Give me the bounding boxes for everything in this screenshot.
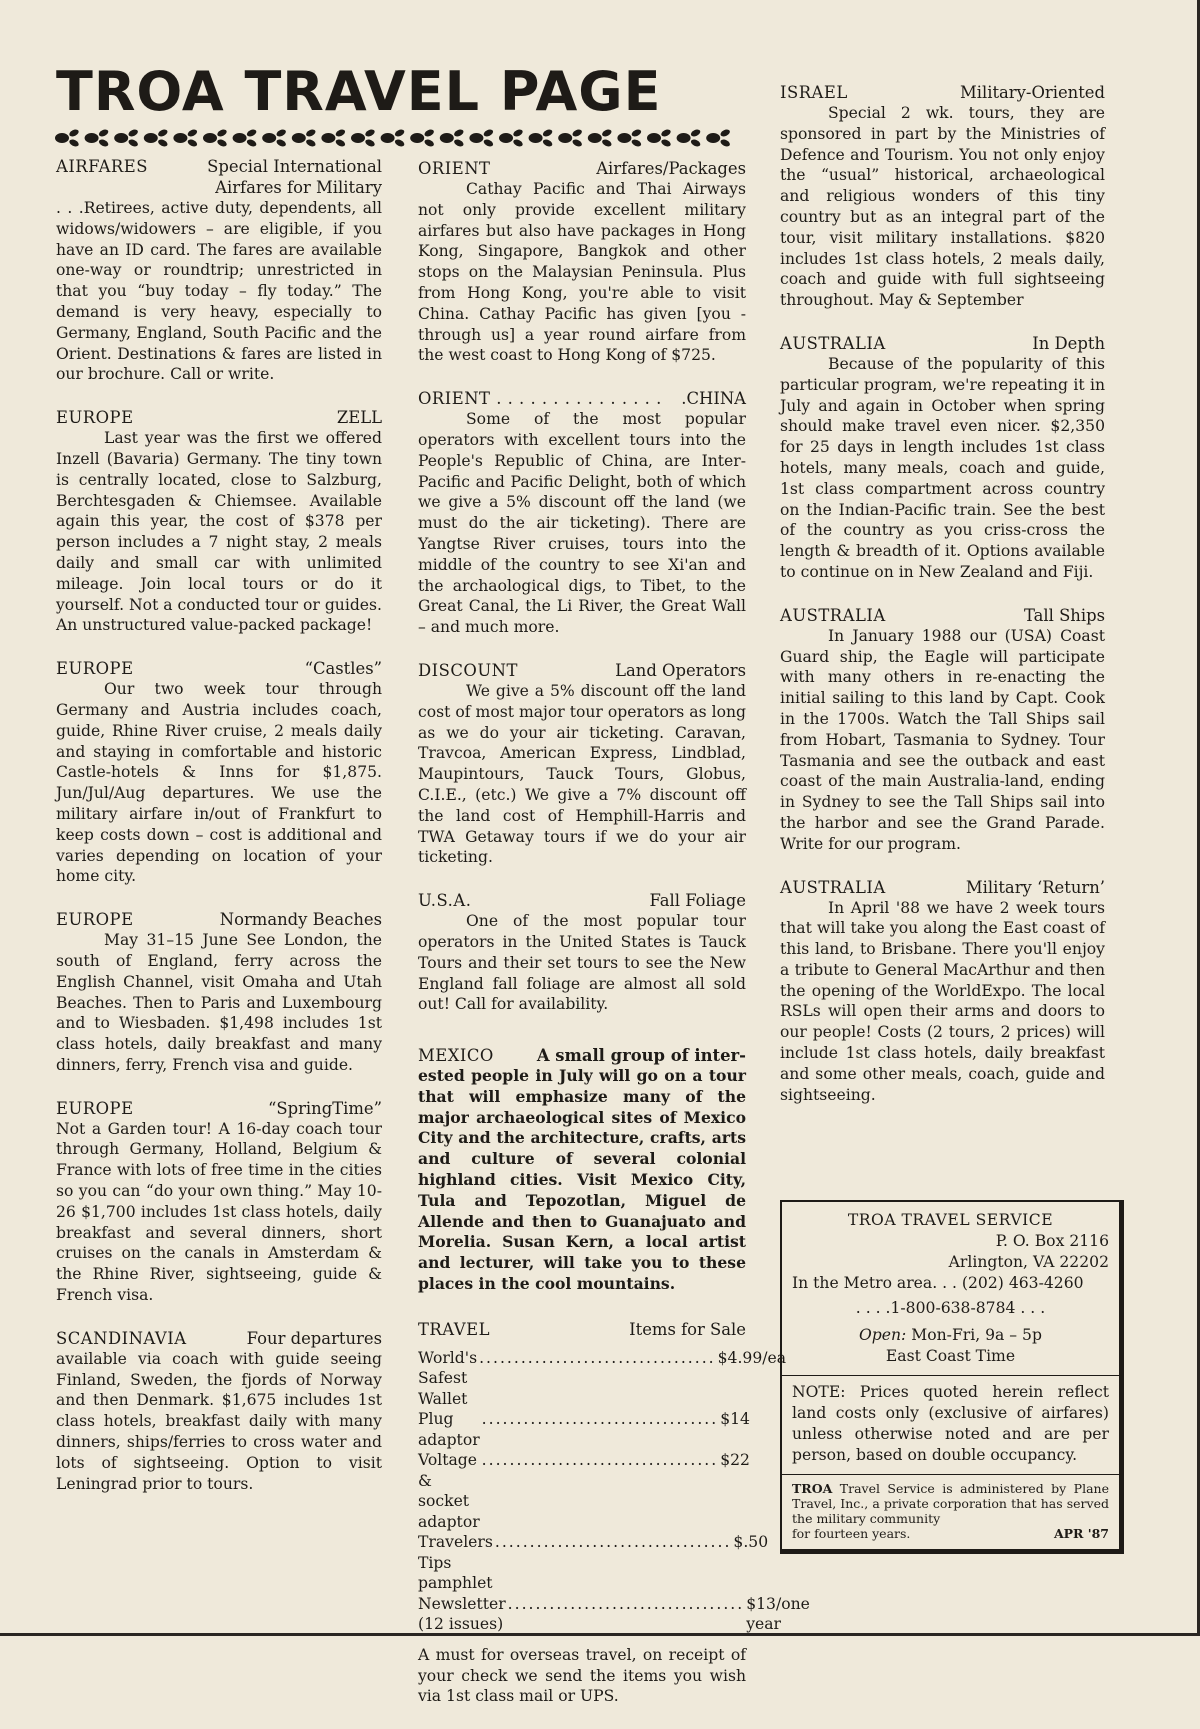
ornament-leaf [453,128,465,138]
ornament-flower [647,133,661,143]
article-category: ORIENT . . . . . . . . . . . . . . . [418,389,662,409]
article-subtitle: Fall Foliage [649,891,746,911]
article-header [418,660,746,681]
article-header [56,156,382,198]
service-hours [792,1325,1109,1346]
article-body: One of the most popular tour operators in the United States is Tauck Tours and their set tours to see the New England fall foliage are almost all sold out! Call for availability. [418,912,746,1014]
ornament-leaf [246,128,258,138]
admin-statement [792,1481,1109,1526]
leader-dots: .................................. [494,1533,732,1552]
article-scandinavia [56,1328,382,1495]
ornament-leaf [98,138,110,148]
ornament-leaf [187,128,199,138]
ornament-flower [558,133,572,143]
article-israel [780,82,1105,311]
issue-date: APR '87 [1053,1526,1109,1541]
service-tollfree-phone: . . . .1-800-638-8784 . . . [855,1299,1046,1317]
ornament-leaf [571,138,583,148]
list-item [418,1594,810,1635]
article-subtitle: In Depth [1032,333,1105,353]
ornament-leaf [660,138,672,148]
ornament-leaf [157,128,169,138]
ornament-leaf [364,128,376,138]
article-subtitle: Tall Ships [1023,605,1105,625]
ornament-leaf [275,138,287,148]
article-category: DISCOUNT [418,660,518,680]
article-discount [418,660,746,868]
article-header [418,388,746,409]
article-subtitle: Four departures [246,1328,382,1348]
ornament-leaf [127,128,139,138]
ornament-leaf [216,128,228,138]
service-po-box: P. O. Box 2116 [995,1232,1109,1250]
ornament-leaf [719,128,731,138]
ornament-leaf [246,138,258,148]
service-city: Arlington, VA 22202 [948,1253,1109,1271]
article-body: Special 2 wk. tours, they are sponsored in part by the Ministries of Defence and Tourism. You not only enjoy the “usual” historical, archaeological and religious wonders of this tiny country but as an integral part of the tour, visit military installations. $820 includes 1st class hotels, 2 meals daily, coach and guide with full sightseeing throughout. May & September [780,104,1105,310]
article-europe-normandy [56,909,382,1076]
article-category: EUROPE [56,659,134,679]
article-body: We give a 5% discount off the land cost of most major tour operators as long as we do your air ticketing. Caravan, Travcoa, American Express, Lindblad, Maupintours, Tauck Tours, Globus, C.I.E., (etc.) We give a 7% discount off the land cost of Hemphill-Harris and TWA Getaway tours if we do your air ticketing. [418,681,746,867]
admin-name: TROA [792,1481,833,1496]
article-category: AUSTRALIA [780,605,886,625]
ornament-leaf [305,128,317,138]
item-name: World's Safest Wallet [418,1348,478,1408]
article-subtitle: Military ‘Return’ [965,877,1105,897]
box-divider [782,1474,1119,1475]
box-divider [782,1375,1119,1376]
article-header [780,82,1105,103]
page-title: TROA TRAVEL PAGE [56,60,662,123]
article-header [56,407,382,428]
article-body: May 31–15 June See London, the south of England, ferry across the English Channel, visit Omaha and Utah Beaches. Then to Paris and Luxembourg and to Wiesbaden. $1,498 includes 1st class hotels, daily breakfast and many dinners, ferry, French visa and guide. [56,931,382,1074]
admin-footer [792,1526,1109,1541]
open-label: Open: [859,1326,907,1344]
ornament-flower [529,133,543,143]
ornament-leaf [68,128,80,138]
article-body: Because of the popularity of this particular program, we're repeating it in July and again in October when spring should make travel even nicer. $2,350 for 25 days in length includes 1st class hotels, many meals, coach and guide, 1st class compartment across country on the Indian-Pacific train. See the best of the country as you criss-cross the length & breadth of it. Options available to continue on in New Zealand and Fiji. [780,354,1105,581]
leader-dots: .................................. [481,1410,719,1429]
ornament-flower [114,133,128,143]
column-3 [780,82,1105,1127]
item-name: Voltage & socket adaptor [418,1451,480,1531]
article-header [780,333,1105,354]
article-body: Some of the most popular operators with excellent tours into the People's Republic of China, are Inter-Pacific and Pacific Delight, both of which we give a 5% discount off the land (we must do the air ticketing). There are Yangtse River cruises, tours into the middle of the country to see Xi'an and the archaological digs, to Tibet, to the Great Canal, the Li River, the Great Wall – and much more. [418,410,746,637]
ornament-flower [292,133,306,143]
article-category: EUROPE [56,408,134,428]
leader-dots: .................................. [479,1348,716,1367]
ornament-flower [173,133,187,143]
ornament-flower [677,133,691,143]
article-subtitle: .CHINA [681,389,746,409]
article-header [418,890,746,911]
ornament-leaf [364,138,376,148]
ornament-flower [321,133,335,143]
article-body: . . .Retirees, active duty, dependents, all widows/widowers – are eligible, if you have an ID card. The fares are available one-way or roundtrip; unrestricted in that you “buy today – fly today.” The demand is very heavy, especially to Germany, England, South Pacific and the Orient. Destinations & fares are listed in our brochure. Call or write. [56,199,382,384]
article-australia-tallships [780,605,1105,855]
article-category: ORIENT [418,159,491,178]
article-body: Cathay Pacific and Thai Airways not only provide excellent military airfares but also have packages in Hong Kong, Singapore, Bangkok and other stops on the Malaysian Peninsula. Plus from Hong Kong, you're able to visit China. Cathay Pacific has given [you - through us] a year round airfare from the west coast to Hong Kong of $725. [418,180,746,365]
ornament-flower [588,133,602,143]
ornament-leaf [216,138,228,148]
article-europe-springtime [56,1098,382,1306]
article-body: ested people in July will go on a tour that will emphasize many of the major archaeological sites of Mexico City and the architecture, crafts, arts and culture of several colonial highland cities. Visit Mexico City, Tula and Tepozotlan, Miguel de Allende and then to Guanajuato and Morelia. Susan Kern, a local artist and lecturer, will take you to these places in the cool mountains. [418,1066,746,1294]
article-category: EUROPE [56,910,134,930]
article-subtitle: “Castles” [304,659,382,679]
ornament-leaf [187,138,199,148]
article-australia-return [780,877,1105,1106]
leader-dots: .................................. [481,1451,719,1470]
items-list [418,1348,810,1635]
article-category: SCANDINAVIA [56,1328,187,1348]
ornament-flower [85,133,99,143]
leader-dots: .................................. [507,1594,745,1613]
service-title: TROA TRAVEL SERVICE [847,1211,1054,1229]
ornament-flower [440,133,454,143]
article-header [418,1045,746,1066]
article-mexico [418,1045,746,1295]
ornament-leaf [275,128,287,138]
ornament-leaf [719,138,731,148]
ornament-leaf [631,128,643,138]
article-subtitle: Normandy Beaches [219,910,382,930]
ornament-leaf [601,128,613,138]
hours-text: Mon-Fri, 9a – 5p [911,1326,1042,1344]
article-header [780,877,1105,898]
article-subtitle: Airfares/Packages [596,159,746,178]
ornament-flower [706,133,720,143]
ornament-leaf [335,128,347,138]
item-price: $.50 [733,1533,769,1552]
list-item [418,1348,787,1410]
ornament-leaf [483,128,495,138]
ornament-leaf [512,128,524,138]
article-orient-packages [418,158,746,366]
ornament-flower [469,133,483,143]
ornament-flower [499,133,513,143]
ornament-flower [410,133,424,143]
ornament-leaf [423,138,435,148]
item-price: $13/one year [746,1594,810,1634]
ornament-leaf [483,138,495,148]
ornament-leaf [631,138,643,148]
article-subtitle: Items for Sale [629,1319,746,1339]
item-name: Plug adaptor [418,1410,480,1449]
ornament-leaf [98,128,110,138]
article-category: U.S.A. [418,891,472,911]
travel-service-box [780,1200,1124,1554]
article-category: TRAVEL [418,1319,490,1339]
article-header [56,909,382,930]
article-subtitle: ZELL [336,408,382,428]
ornament-flower [262,133,276,143]
ornament-flower [55,133,69,143]
items-note: A must for overseas travel, on receipt of your check we send the items you wish via 1st class mail or UPS. [418,1645,746,1706]
article-australia-depth [780,333,1105,583]
admin-text: Travel Service is administered by Plane Travel, Inc., a private corporation that has served the military community [792,1481,1109,1526]
ornament-leaf [690,138,702,148]
list-item [418,1532,769,1594]
item-price: $22 [720,1451,750,1470]
article-body: available via coach with guide seeing Finland, Sweden, the fjords of Norway and then Denmark. $1,675 includes 1st class hotels, breakfast daily with many dinners, ships/ferries to cross water and lots of sightseeing. Option to visit Leningrad prior to tours. [56,1349,382,1493]
article-body: Not a Garden tour! A 16-day coach tour through Germany, Holland, Belgium & France with lots of free time in the cities so you can “do your own thing.” May 10-26 $1,700 includes 1st class hotels, daily breakfast and several dinners, short cruises on the canals in Amsterdam & the Rhine River, sightseeing, guide & French visa. [56,1119,382,1305]
item-price: $4.99/ea [717,1348,787,1367]
article-header [56,1098,382,1119]
article-airfares [56,156,382,385]
article-orient-china [418,388,746,638]
article-category: AUSTRALIA [780,333,886,353]
item-price: $14 [720,1410,750,1429]
ornament-leaf [394,138,406,148]
ornament-leaf [690,128,702,138]
article-europe-zell [56,407,382,636]
item-name: Travelers Tips pamphlet [418,1533,493,1593]
ornament-leaf [542,138,554,148]
ornament-leaf [394,128,406,138]
article-europe-castles [56,658,382,887]
article-header [418,158,746,179]
article-category: MEXICO [418,1046,494,1066]
ornament-flower [144,133,158,143]
list-item [418,1409,750,1450]
article-body: Last year was the first we offered Inzell (Bavaria) Germany. The tiny town is centrally located, close to Salzburg, Berchtesgaden & Chiemsee. Available again this year, the cost of $378 per person includes a 7 night stay, 2 meals daily and small car with unlimited mileage. Join local tours or do it yourself. Not a conducted tour or guides. An unstructured value-packed package! [56,429,382,635]
masthead [56,62,746,154]
ornament-flower [351,133,365,143]
ornament-leaf [335,138,347,148]
ornament-leaf [660,128,672,138]
article-travel-items [418,1319,810,1707]
floral-border-ornament [56,124,746,150]
ornament-leaf [571,128,583,138]
item-name: Newsletter (12 issues) [418,1594,506,1634]
article-body: Our two week tour through Germany and Austria includes coach, guide, Rhine River cruise, 2 meals daily and staying in comfortable and historic Castle-hotels & Inns for $1,875. Jun/Jul/Aug departures. We use the military airfare in/out of Frankfurt to keep costs down – cost is additional and varies depending on location of your home city. [56,680,382,886]
service-metro-phone: In the Metro area. . . (202) 463-4260 [792,1274,1084,1292]
service-timezone: East Coast Time [885,1347,1016,1365]
article-category: ISRAEL [780,83,848,102]
ornament-flower [617,133,631,143]
ornament-flower [203,133,217,143]
ornament-flower [233,133,247,143]
article-category: EUROPE [56,1098,134,1118]
article-subtitle: A small group of inter- [536,1046,746,1066]
ornament-leaf [305,138,317,148]
ornament-leaf [68,138,80,148]
article-category: AUSTRALIA [780,877,886,897]
ornament-leaf [542,128,554,138]
ornament-flower [381,133,395,143]
ornament-leaf [423,128,435,138]
article-subtitle: Military-Oriented [959,83,1105,102]
article-subtitle: Land Operators [615,660,746,680]
article-subtitle: “SpringTime” [267,1098,382,1118]
article-header [56,1328,382,1349]
list-item [418,1450,750,1532]
ornament-leaf [601,138,613,148]
article-body: In January 1988 our (USA) Coast Guard ship, the Eagle will participate with many others in re-enacting the initial sailing to this land by Capt. Cook in the 1700s. Watch the Tall Ships sail from Hobart, Tasmania to Sydney. Tour Tasmania and see the outback and east coast of the main Australia-land, ending in Sydney to see the Tall Ships sail into the harbor and see the Grand Parade. Write for our program. [780,626,1105,853]
article-header [56,658,382,679]
admin-tail: for fourteen years. [792,1526,911,1541]
article-category: AIRFARES [56,157,148,176]
ornament-leaf [453,138,465,148]
article-subtitle: Special International Airfares for Military [207,157,382,197]
article-header [780,605,1105,626]
column-1 [56,156,382,1516]
ornament-leaf [157,138,169,148]
article-header [418,1319,746,1340]
ornament-leaf [127,138,139,148]
prices-note: NOTE: Prices quoted herein reflect land costs only (exclusive of airfares) unless otherwise noted and are per person, based on double occupancy. [792,1383,1109,1464]
article-usa [418,890,746,1015]
article-body: In April '88 we have 2 week tours that will take you along the East coast of this land, to Brisbane. There you'll enjoy a tribute to General MacArthur and then the opening of the WorldExpo. The local RSLs will open their arms and doors to our people! Costs (2 tours, 2 prices) will include 1st class hotels, daily breakfast and some other meals, coach, guide and sightseeing. [780,898,1105,1104]
ornament-leaf [512,138,524,148]
column-2 [418,158,810,1729]
